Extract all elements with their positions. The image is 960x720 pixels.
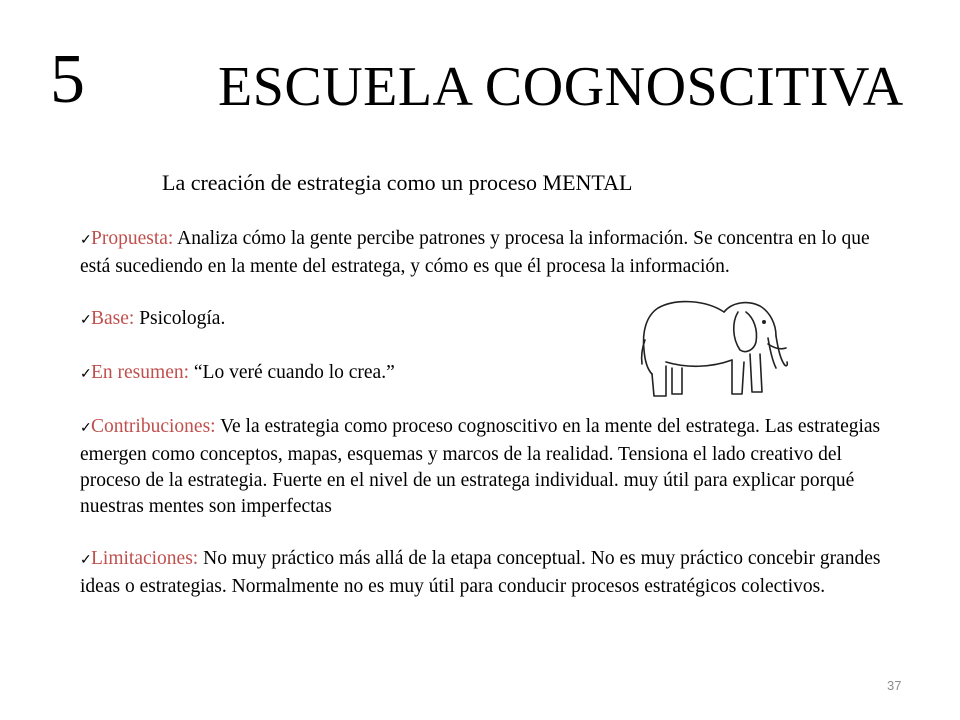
elephant-icon: [636, 292, 796, 404]
bullet-item-propuesta: [80, 226, 900, 280]
check-icon: ✓: [80, 233, 92, 248]
bullet-text: “Lo veré cuando lo crea.”: [189, 362, 395, 383]
bullet-label: Base:: [91, 308, 135, 329]
bullet-item-contribuciones: [80, 414, 900, 520]
bullet-item-limitaciones: [80, 546, 900, 600]
bullet-text: Psicología.: [134, 308, 226, 329]
bullet-list: [80, 226, 900, 626]
bullet-label: Limitaciones:: [91, 548, 199, 569]
bullet-label: En resumen:: [91, 362, 190, 383]
check-icon: ✓: [80, 421, 92, 436]
check-icon: ✓: [80, 313, 92, 328]
slide-number: 5: [50, 41, 85, 118]
bullet-label: Propuesta:: [91, 228, 174, 249]
check-icon: ✓: [80, 553, 92, 568]
slide-title: ESCUELA COGNOSCITIVA: [218, 56, 904, 118]
slide-subtitle: La creación de estrategia como un proceso MENTAL: [162, 170, 633, 195]
bullet-text: No muy práctico más allá de la etapa conceptual. No es muy práctico concebir grandes ideas o estrategias. Normalmente no es muy útil para conducir procesos estratégicos colectivos.: [80, 548, 881, 597]
bullet-label: Contribuciones:: [91, 416, 216, 437]
page-number: 37: [887, 678, 902, 693]
bullet-text: Ve la estrategia como proceso cognoscitivo en la mente del estratega. Las estrategias emergen como conceptos, mapas, esquemas y marcos de la realidad. Tensiona el lado creativo del proceso de la estrategia. Fuerte en el nivel de un estratega individual. muy útil para explicar porqué nuestras mentes son imperfectas: [80, 416, 881, 517]
check-icon: ✓: [80, 367, 92, 382]
bullet-text: Analiza cómo la gente percibe patrones y procesa la información. Se concentra en lo que está sucediendo en la mente del estratega, y cómo es que él procesa la información.: [80, 228, 870, 277]
